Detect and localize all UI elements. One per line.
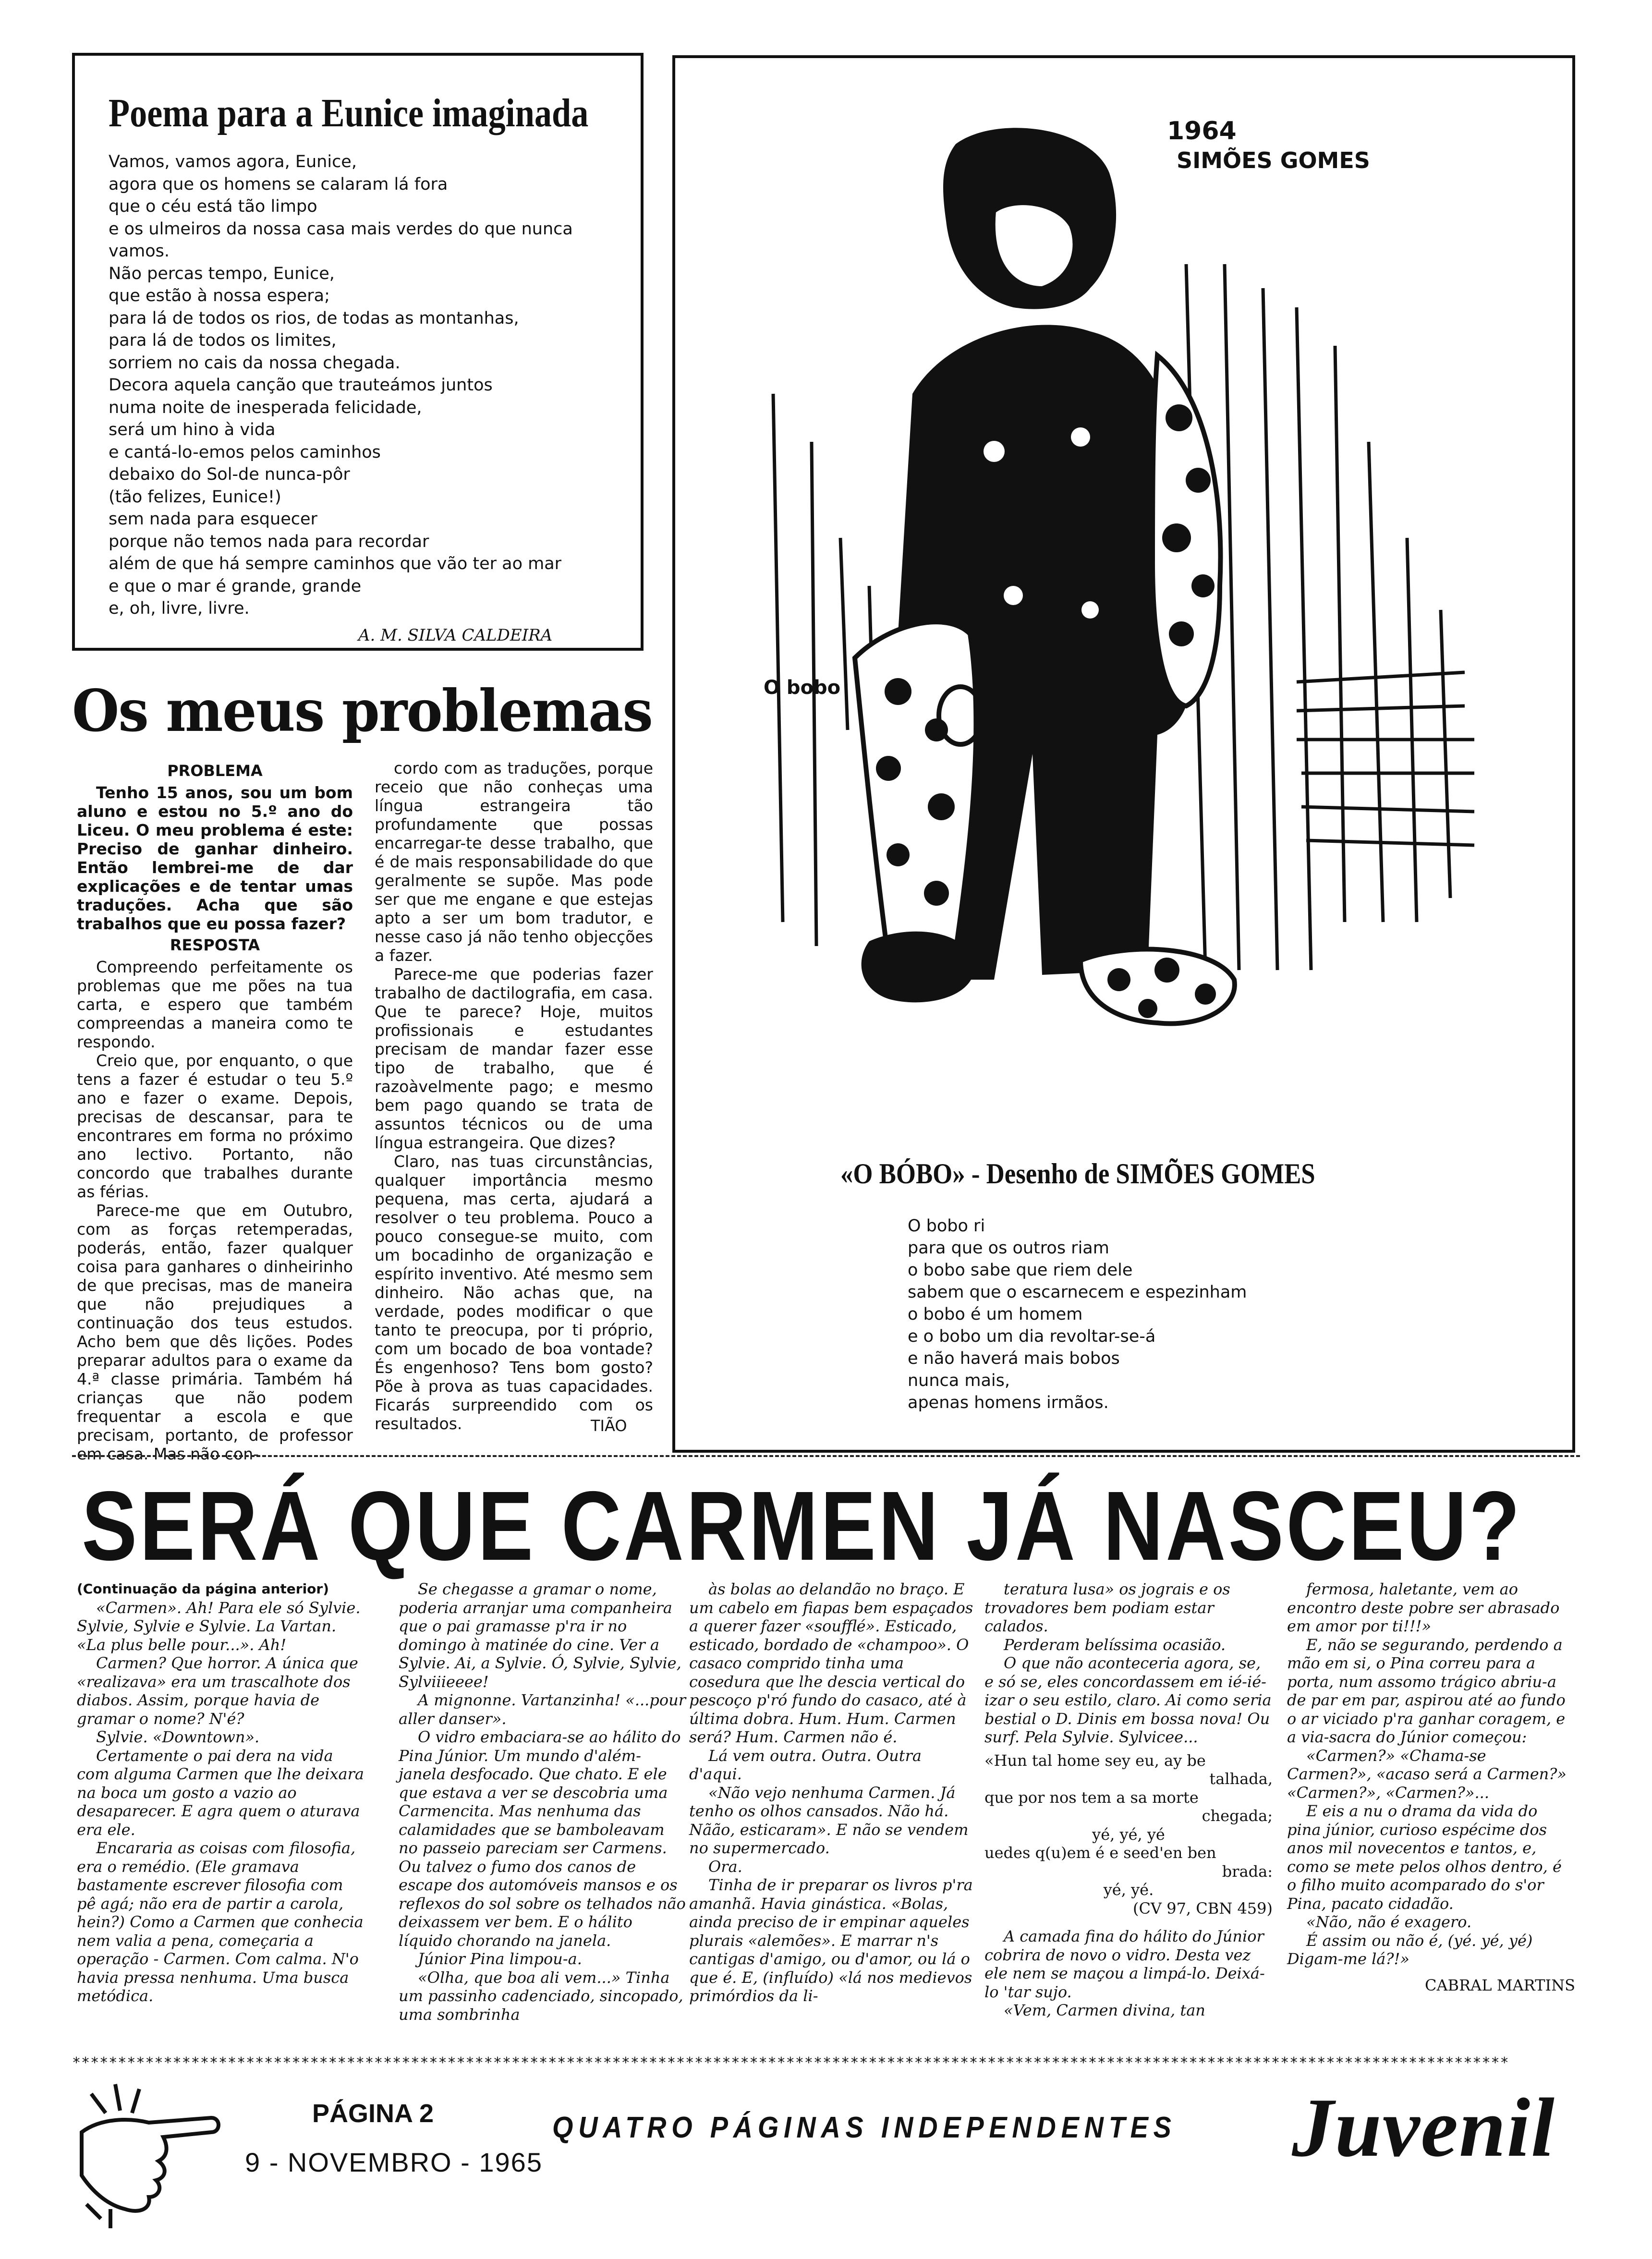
answer-paragraph: cordo com as traduções, porque receio que não conheças uma língua estrangeira tão profundamente que possas encarregar-te desse trabalho, que é de mais responsabilidade do que geralmente se supõe. Mas pode ser que me engane e que estejas apto a ser um bom tradutor, e nesse caso já não tenho objecções a fazer. — [375, 759, 653, 965]
drawing-signature-year: 1964 — [1167, 117, 1237, 146]
carmen-column-5 — [1287, 1580, 1575, 1994]
answer-paragraph: Parece-me que poderias fazer trabalho de dactilografia, em casa. Que te parece? Hoje, muitos profissionais e estudantes precisam de mandar fazer esse tipo de trabalho, que é razoàvelmente pago; e mesmo bem pago quando se trata de assuntos técnicos ou de uma língua estrangeira. Que dizes? — [375, 965, 653, 1152]
carmen-paragraph: O vidro embaciara-se ao hálito do Pina Júnior. Um mundo d'além-janela desfocado. Que chato. E ele que estava a ver se descobria uma Carmencita. Mas nenhuma das calamidades que se bamboleavam no passeio pareciam ser Carmens. Ou talvez o fumo dos canos de escape dos automóveis mansos e os reflexos do sol sobre os telhados não deixassem ver bem. E o hálito líquido chorando na janela. — [399, 1728, 686, 1950]
carmen-paragraph: «Olha, que boa ali vem...» Tinha um passinho cadenciado, sincopado, uma sombrinha — [399, 1968, 683, 2024]
bobo-poem-line: e o bobo um dia revoltar-se-á — [908, 1327, 1156, 1346]
answer-paragraph: Compreendo perfeitamente os problemas que me pões na tua carta, e espero que também compreendas a maneira como te respondo. — [77, 958, 353, 1051]
bobo-poem — [908, 1215, 1247, 1414]
carmen-paragraph: Certamente o pai dera na vida com alguma Carmen que lhe deixara na boca um gosto a vazio ao desaparecer. E agra quem o aturava era ele. — [77, 1746, 364, 1839]
bobo-poem-line: nunca mais, — [908, 1371, 1010, 1390]
carmen-column-1 — [77, 1580, 365, 2005]
pointing-hand-icon — [72, 2065, 226, 2233]
bobo-poem-line: o bobo sabe que riem dele — [908, 1261, 1133, 1280]
page-number: PÁGINA 2 — [312, 2099, 434, 2128]
poem-box — [72, 53, 644, 651]
carmen-paragraph: A mignonne. Vartanzinha! «...pour aller danser». — [399, 1691, 686, 1728]
bobo-poem-line: O bobo ri — [908, 1216, 985, 1236]
carmen-paragraph: Júnior Pina limpou-a. — [418, 1950, 582, 1968]
tagline: QUATRO PÁGINAS INDEPENDENTES — [552, 2111, 1177, 2144]
poem-line: será um hino à vida — [109, 420, 276, 439]
bobo-poem-line: e não haverá mais bobos — [908, 1349, 1120, 1368]
problem-text: Tenho 15 anos, sou um bom aluno e estou no 5.º ano do Liceu. O meu problema é este: Preciso de ganhar dinheiro. Então lembrei-me de dar explicações e de tentar umas traduções. Acha que são trabalhos que eu possa fazer? — [77, 783, 353, 933]
answer-paragraph: Claro, nas tuas circunstâncias, qualquer importância mesmo pequena, mas certa, ajudará a resolver o teu problema. Pouco a pouco consegue-se muito, com um bocadinho de organização e espírito inventivo. Até mesmo sem dinheiro. Não achas que, na verdade, podes modificar o que tanto te preocupa, por ti próprio, com um bocado de boa vontade? És engenhoso? Tens bom gosto? Põe à prova as tuas capacidades. Ficarás surpreendido com os resultados. — [375, 1152, 653, 1433]
carmen-paragraph: Carmen? Que horror. A única que «realizava» era um trascalhote dos diabos. Assim, porque havia de gramar o nome? N'é? — [77, 1654, 358, 1728]
carmen-paragraph: Tinha de ir preparar os livros p'ra amanhã. Havia ginástica. «Bolas, ainda preciso de ir empinar aqueles plurais «alemões». E marrar n's cantigas d'amigo, ou d'amor, ou lá o que é. E, (influído) «lá nos medievos primórdios da li- — [689, 1876, 973, 2005]
song-line: uedes q(u)em é e seed'en ben — [984, 1844, 1216, 1862]
song-line: chegada; — [1202, 1807, 1273, 1825]
bobo-title: «O BÓBO» - Desenho de SIMÕES GOMES — [840, 1158, 1315, 1190]
star-divider: ************************************************************************************************************************************************************* — [72, 2054, 1509, 2071]
carmen-paragraph: Sylvie. «Downtown». — [96, 1728, 260, 1746]
carmen-paragraph: fermosa, haletante, vem ao encontro deste pobre ser abrasado em amor por ti!!!» — [1287, 1580, 1560, 1635]
poem-line: para lá de todos os limites, — [109, 331, 337, 350]
carmen-paragraph: às bolas ao delandão no braço. E um cabelo em fiapas bem espaçados a querer fazer «soufflé». Esticado, esticado, bordado de «champoo». O casaco comprido tinha uma cosedura que lhe descia vertical do pescoço p'ró fundo do casaco, até à última dobra. Hum. Hum. Carmen será? Hum. Carmen não é. — [689, 1580, 973, 1746]
carmen-paragraph: O que não aconteceria agora, se, e só se, eles concordassem em ié-ié-izar o seu estilo, claro. Ai como seria bestial o D. Dinis em bossa nova! Ou surf. Pela Sylvie. Sylvicee... — [984, 1654, 1272, 1746]
poem-line: numa noite de inesperada felicidade, — [109, 398, 422, 417]
carmen-song — [984, 1751, 1273, 1918]
carmen-paragraph: E, não se segurando, perdendo a mão em si, o Pina correu para a porta, num assomo trágico abriu-a de par em par, aspirou até ao fundo o ar viciado p'ra ganhar coragem, e a via-sacra do Júnior começou: — [1287, 1635, 1566, 1746]
poem-line: e cantá-lo-emos pelos caminhos — [109, 442, 381, 462]
carmen-column-2 — [399, 1580, 687, 2024]
poem-line: Decora aquela canção que trauteámos juntos — [109, 376, 493, 395]
song-line: yé, yé, yé — [1092, 1825, 1165, 1844]
song-line: brada: — [1222, 1862, 1273, 1881]
poem-line: porque não temos nada para recordar — [109, 532, 429, 551]
drawing-signature-name: SIMÕES GOMES — [1177, 147, 1370, 173]
carmen-paragraph: E eis a nu o drama da vida do pina júnior, curioso espécime dos anos mil novecentos e tantos, e, como se mete pelos olhos dentro, é o filho muito acomparado do s'or Pina, pacato cidadão. — [1287, 1802, 1562, 1913]
problems-signature: TIÃO — [591, 1417, 627, 1435]
poem-line: para lá de todos os rios, de todas as montanhas, — [109, 308, 519, 328]
song-line: que por nos tem a sa morte — [984, 1788, 1199, 1807]
poem-line: e, oh, livre, livre. — [109, 599, 250, 618]
song-line: (CV 97, CBN 459) — [1132, 1899, 1273, 1918]
carmen-paragraph: Encararia as coisas com filosofia, era o remédio. (Ele gramava bastamente escrever filosofia com pê agá; não era de partir a carola, hein?) Como a Carmen que conhecia nem valia a pena, começaria a operação - Carmen. Com calma. N'o havia pressa nenhuma. Uma busca metódica. — [77, 1839, 364, 2005]
answer-col1 — [77, 958, 353, 1463]
carmen-column-4 — [984, 1580, 1273, 2020]
song-line: talhada, — [1209, 1770, 1273, 1788]
poem-line: e que o mar é grande, grande — [109, 576, 362, 596]
carmen-author: CABRAL MARTINS — [1424, 1976, 1575, 1994]
poem-line: Não percas tempo, Eunice, — [109, 264, 335, 283]
poem-author: A. M. SILVA CALDEIRA — [358, 625, 553, 645]
song-line: yé, yé. — [1103, 1881, 1154, 1899]
bobo-drawing-illustration — [744, 106, 1508, 1047]
carmen-paragraph: «Carmen». Ah! Para ele só Sylvie. Sylvie, Sylvie e Sylvie. La Vartan. «La plus belle pour...». Ah! — [77, 1598, 361, 1654]
poem-line: Vamos, vamos agora, Eunice, — [109, 152, 357, 171]
carmen-col1-text — [77, 1599, 365, 2005]
poem-line: vamos. — [109, 242, 170, 261]
section-divider — [72, 1455, 1580, 1457]
carmen-paragraph: Lá vem outra. Outra. Outra d'aqui. — [689, 1746, 922, 1783]
bobo-poem-line: o bobo é um homem — [908, 1305, 1083, 1324]
problem-label: PROBLEMA — [167, 762, 263, 780]
carmen-paragraph: A camada fina do hálito do Júnior cobrira de novo o vidro. Desta vez ele nem se maçou a limpá-lo. Deixá-lo 'tar sujo. — [984, 1927, 1265, 2001]
poem-line: que estão à nossa espera; — [109, 286, 330, 305]
answer-paragraph: Creio que, por enquanto, o que tens a fazer é estudar o teu 5.º ano e fazer o exame. Depois, precisas de descansar, para te encontrares em forma no próximo ano lectivo. Portanto, não concordo que trabalhes durante as férias. — [77, 1051, 353, 1201]
poem-line: sem nada para esquecer — [109, 510, 317, 529]
carmen-column-3 — [689, 1580, 977, 2005]
bobo-poem-line: para que os outros riam — [908, 1239, 1109, 1258]
bobo-poem-line: sabem que o escarnecem e espezinham — [908, 1283, 1247, 1302]
poem-line: além de que há sempre caminhos que vão ter ao mar — [109, 554, 562, 573]
poem-line: debaixo do Sol-de nunca-pôr — [109, 465, 350, 484]
issue-date: 9 - NOVEMBRO - 1965 — [245, 2147, 543, 2177]
carmen-paragraph: «Não vejo nenhuma Carmen. Já tenho os olhos cansados. Não há. Nãão, esticaram». E não se vendem no supermercado. — [689, 1783, 969, 1857]
bobo-poem-line: apenas homens irmãos. — [908, 1393, 1109, 1412]
poem-title: Poema para a Eunice imaginada — [109, 91, 589, 135]
poem-line: (tão felizes, Eunice!) — [109, 487, 281, 507]
carmen-heading: SERÁ QUE CARMEN JÁ NASCEU? — [82, 1471, 1522, 1581]
poem-line: sorriem no cais da nossa chegada. — [109, 353, 401, 373]
answer-col2 — [375, 759, 653, 1433]
problems-heading: Os meus problemas — [72, 677, 652, 745]
drawing-inscription: O bobo — [764, 677, 841, 699]
poem-lines — [109, 151, 607, 620]
problems-column-2 — [375, 759, 653, 1433]
carmen-paragraph: Perderam belíssima ocasião. — [1004, 1635, 1226, 1654]
carmen-continuation: (Continuação da página anterior) — [77, 1581, 329, 1597]
poem-line: agora que os homens se calaram lá fora — [109, 174, 448, 194]
brand-logo: Juvenil — [1292, 2081, 1555, 2174]
carmen-paragraph: «Carmen?» «Chama-se Carmen?», «acaso será a Carmen?» «Carmen?», «Carmen?»... — [1287, 1746, 1567, 1802]
poem-line: e os ulmeiros da nossa casa mais verdes do que nunca — [109, 219, 573, 239]
song-line: «Hun tal home sey eu, ay be — [984, 1751, 1206, 1770]
answer-paragraph: Parece-me que em Outubro, com as forças retemperadas, poderás, então, fazer qualquer coisa para ganhares o dinheirinho de que precisas, mas de maneira que não prejudiques a continuação dos teus estudos. Acho bem que dês lições. Podes preparar adultos para o exame da 4.ª classe primária. Também há crianças que não podem frequentar a escola e que precisam, portanto, de professor em casa. Mas não con- — [77, 1201, 353, 1463]
carmen-paragraph: É assim ou não é, (yé. yé, yé) Digam-me lá?!» — [1287, 1931, 1533, 1968]
problems-column-1 — [77, 759, 353, 1463]
carmen-paragraph: Ora. — [708, 1857, 742, 1876]
poem-line: que o céu está tão limpo — [109, 197, 317, 216]
carmen-paragraph: Se chegasse a gramar o nome, poderia arranjar uma companheira que o pai gramasse p'ra ir no domingo à matinée do cine. Ver a Sylvie. Ai, a Sylvie. Ó, Sylvie, Sylvie, Sylviiieeee! — [399, 1580, 681, 1691]
carmen-paragraph: «Não, não é exagero. — [1306, 1913, 1472, 1931]
carmen-paragraph: «Vem, Carmen divina, tan — [1004, 2001, 1205, 2019]
carmen-paragraph: teratura lusa» os jograis e os trovadores bem podiam estar calados. — [984, 1580, 1230, 1635]
answer-label: RESPOSTA — [170, 936, 260, 954]
